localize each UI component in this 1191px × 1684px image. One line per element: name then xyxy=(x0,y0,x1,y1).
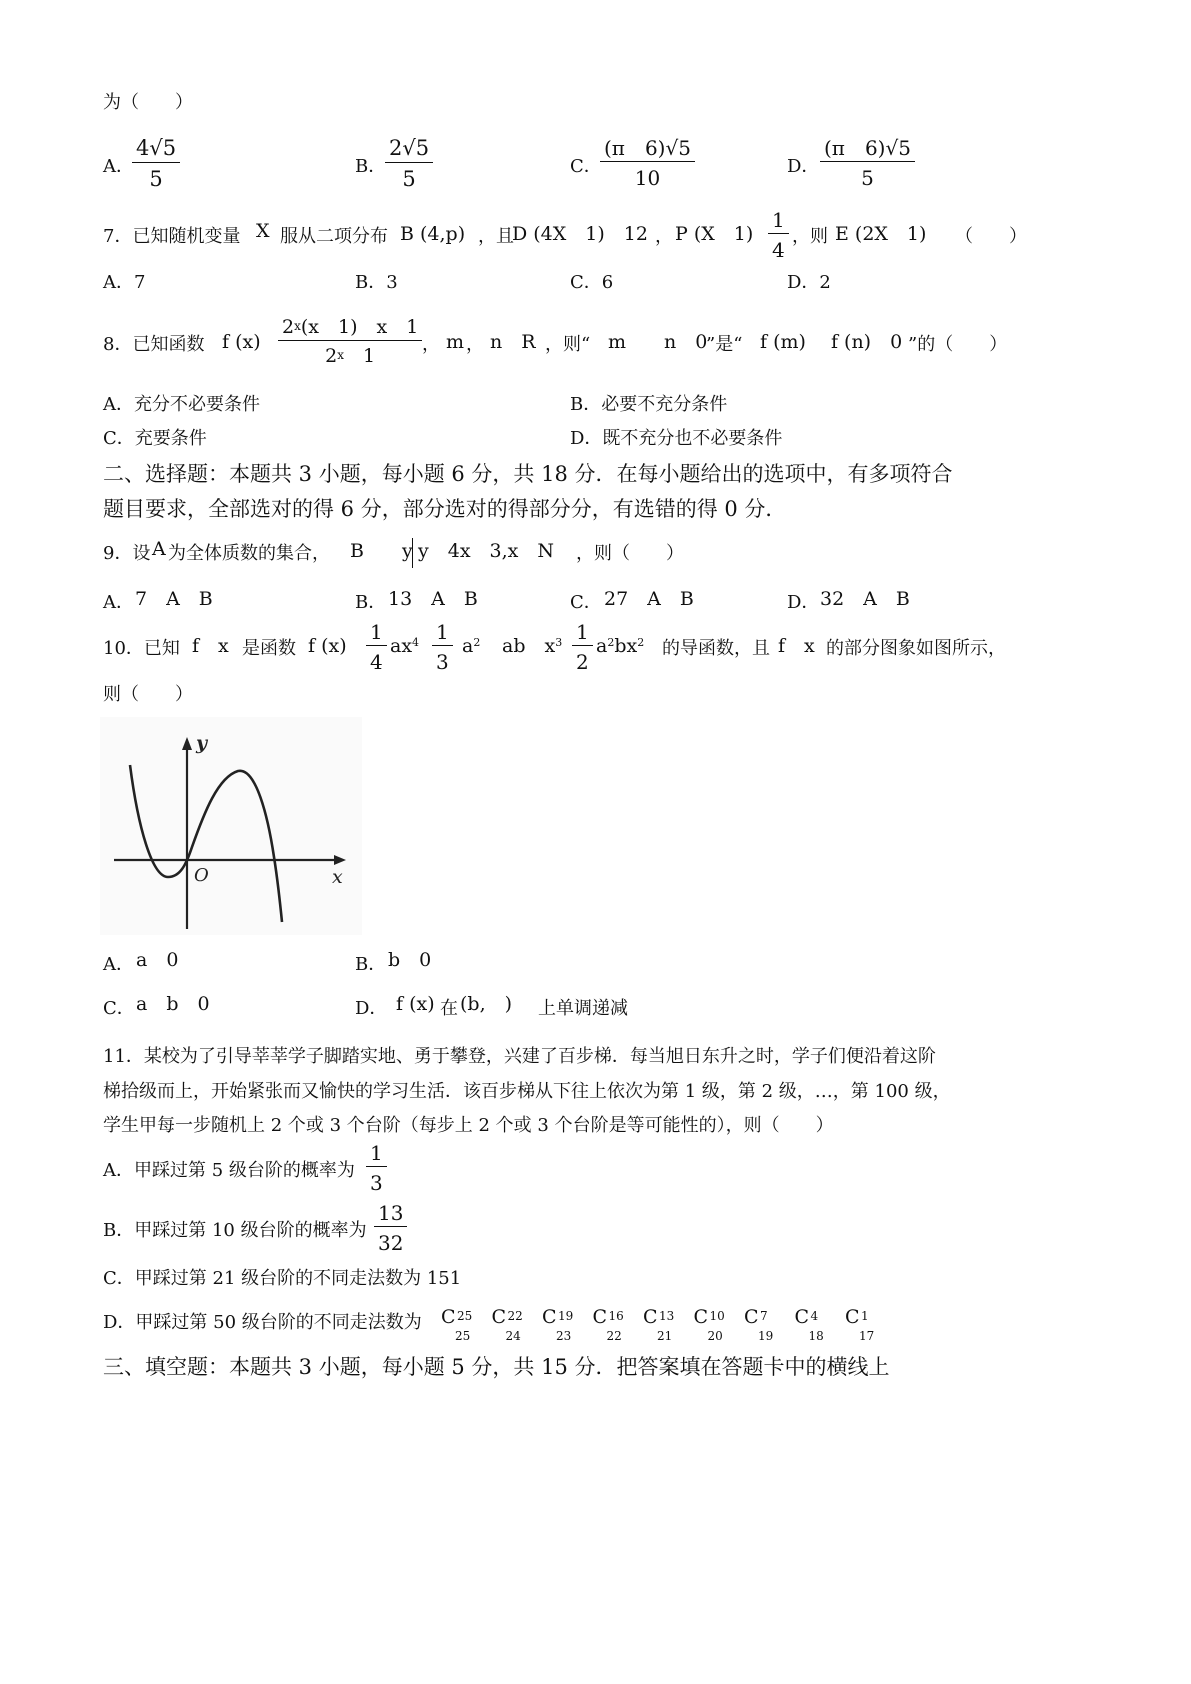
q10-term-2: $a^2$ xyxy=(462,635,481,657)
q9-option-b-label: B． xyxy=(355,592,387,613)
q10-option-c: a b 0 xyxy=(136,993,210,1015)
q8-function-fraction xyxy=(278,318,422,366)
q10-option-a: a 0 xyxy=(136,949,179,971)
combination-term: C xyxy=(542,1306,557,1328)
q7-stem-2: 服从二项分布 xyxy=(280,226,388,247)
q11-stem-line-3: 学生甲每一步随机上 2 个或 3 个台阶（每步上 2 个或 3 个台阶是等可能性的），则（ ） xyxy=(103,1115,834,1136)
q10-stem-3: 的导函数，且 xyxy=(662,638,770,659)
q9-option-d: 32 A B xyxy=(820,588,910,610)
section2-heading-line1: 二、选择题：本题共 3 小题，每小题 6 分，共 18 分．在每小题给出的选项中，有多项符合 xyxy=(103,462,953,486)
fraction-numerator: 4√5 xyxy=(136,136,177,160)
combination-term: C xyxy=(592,1306,608,1328)
fraction-denominator: 4 xyxy=(370,650,383,674)
q10-fraction-1 xyxy=(366,622,387,672)
q8-option-a: A．充分不必要条件 xyxy=(103,394,260,415)
q9-option-d-label: D． xyxy=(787,592,820,613)
q8-n-in-r: n R xyxy=(490,331,536,353)
q9-option-b: 13 A B xyxy=(388,588,478,610)
fraction-denominator: 5 xyxy=(861,166,874,190)
q9-var-a: A xyxy=(152,538,166,560)
q10-stem-2: 是函数 xyxy=(242,638,296,659)
section3-heading: 三、填空题：本题共 3 小题，每小题 5 分，共 15 分．把答案填在答题卡中的横线上 xyxy=(103,1355,890,1379)
fraction-numerator: 2√5 xyxy=(389,136,430,160)
q9-option-c: 27 A B xyxy=(604,588,694,610)
q9-stem-1: 9．设 xyxy=(103,543,151,564)
combination-superscript: 1 xyxy=(861,1309,869,1323)
q10-term-3: ab $x^3$ xyxy=(502,635,563,657)
q7-answer-paren: （ ） xyxy=(955,226,1027,247)
q8-option-b: B．必要不充分条件 xyxy=(570,394,728,415)
q6-option-a-fraction xyxy=(132,138,180,190)
combination-term: C xyxy=(794,1306,810,1328)
q10-option-c-label: C． xyxy=(103,998,135,1019)
fraction-numerator: 1 xyxy=(370,620,383,644)
q8-fx: f (x) xyxy=(222,331,261,353)
fraction-numerator: 1 xyxy=(436,620,449,644)
q10-fx: f (x) xyxy=(308,635,347,657)
q10-option-a-label: A． xyxy=(103,954,134,975)
combination-term: C xyxy=(643,1306,658,1328)
q6-option-c-fraction xyxy=(600,138,695,188)
q10-term-4: $a^2bx^2$ xyxy=(596,635,645,657)
fraction-denominator: 2x 1 xyxy=(325,345,376,367)
fraction-numerator: 1 xyxy=(576,620,589,644)
q7-option-a: A．7 xyxy=(103,272,146,293)
q8-option-d: D．既不充分也不必要条件 xyxy=(570,428,783,449)
combination-superscript: 16 xyxy=(608,1309,624,1323)
fraction-denominator: 5 xyxy=(149,167,163,191)
q10-option-d-text-1: 在 xyxy=(440,998,458,1019)
combination-term: C xyxy=(441,1306,456,1328)
y-axis-label: y xyxy=(196,732,208,754)
q8-var-m: m xyxy=(446,331,465,353)
combination-subscript: 25 xyxy=(455,1329,471,1343)
combination-superscript: 13 xyxy=(659,1309,675,1323)
q11-stem-line-1: 11．某校为了引导莘莘学子脚踏实地、勇于攀登，兴建了百步梯．每当旭日东升之时，学子们便沿着这阶 xyxy=(103,1046,936,1067)
q7-binomial: B (4,p) xyxy=(400,223,466,245)
combination-subscript: 18 xyxy=(808,1329,824,1343)
combination-subscript: 24 xyxy=(505,1329,521,1343)
fraction-denominator: 2 xyxy=(576,650,589,674)
combination-term: C xyxy=(845,1306,860,1328)
fraction-numerator: 2x(x 1) x 1 xyxy=(282,316,419,338)
q11-option-a: A．甲踩过第 5 级台阶的概率为 xyxy=(103,1160,355,1181)
fraction-denominator: 3 xyxy=(436,650,449,674)
q7-option-d: D．2 xyxy=(787,272,831,293)
q6-tail: 为（ ） xyxy=(103,92,193,113)
q10-stem-4: 的部分图象如图所示， xyxy=(826,638,1006,659)
combination-term: C xyxy=(693,1306,709,1328)
fraction-denominator: 3 xyxy=(370,1171,383,1195)
q6-option-c-label: C． xyxy=(570,156,602,177)
q10-term-1: $ax^4$ xyxy=(390,635,420,657)
q8-stem-3: ”是“ xyxy=(706,334,743,355)
q8-option-c: C．充要条件 xyxy=(103,428,207,449)
q9-option-c-label: C． xyxy=(570,592,602,613)
q6-option-d-fraction xyxy=(820,138,915,188)
combination-term: C xyxy=(491,1306,507,1328)
q9-option-a-label: A． xyxy=(103,592,134,613)
q10-derivative-graph xyxy=(100,717,362,935)
combination-term: C xyxy=(744,1306,759,1328)
combination-subscript: 21 xyxy=(657,1329,673,1343)
q9-set-b: B y xyxy=(350,540,413,562)
q10-option-d-fx: f (x) xyxy=(396,993,435,1015)
q7-var-x: X xyxy=(256,220,270,242)
q7-variance: D (4X 1) 12 xyxy=(512,223,648,245)
fraction-numerator: (π 6)√5 xyxy=(604,136,691,160)
q7-comma: ， xyxy=(655,226,673,247)
q7-probability: P (X 1) xyxy=(675,223,754,245)
q9-set-divider xyxy=(412,538,413,568)
q7-option-b: B．3 xyxy=(355,272,398,293)
q10-fraction-2 xyxy=(432,622,453,672)
q8-comma-2: ， xyxy=(466,334,484,355)
fraction-denominator: 32 xyxy=(378,1231,404,1255)
q8-stem-1: 8．已知函数 xyxy=(103,334,205,355)
q9-set-condition: y 4x 3,x N xyxy=(418,540,555,562)
combination-subscript: 23 xyxy=(556,1329,572,1343)
combination-subscript: 17 xyxy=(859,1329,875,1343)
q8-comma-1: ， xyxy=(422,334,440,355)
q7-option-c: C．6 xyxy=(570,272,614,293)
fraction-numerator: (π 6)√5 xyxy=(824,136,911,160)
combination-subscript: 19 xyxy=(758,1329,774,1343)
combination-superscript: 4 xyxy=(810,1309,819,1323)
q7-expectation: E (2X 1) xyxy=(835,223,927,245)
combination-superscript: 22 xyxy=(507,1309,523,1323)
q10-option-d-text-2: 上单调递减 xyxy=(538,998,628,1019)
q8-condition-1: m n 0 xyxy=(608,331,708,353)
q11-option-c: C．甲踩过第 21 级台阶的不同走法数为 151 xyxy=(103,1268,462,1289)
q10-option-b: b 0 xyxy=(388,949,432,971)
q10-option-b-label: B． xyxy=(355,954,387,975)
q10-option-d-interval: (b, ) xyxy=(460,993,513,1015)
q11-option-b: B．甲踩过第 10 级台阶的概率为 xyxy=(103,1220,367,1241)
q11-option-d: D．甲踩过第 50 级台阶的不同走法数为 xyxy=(103,1312,422,1333)
x-axis-label: x xyxy=(332,866,343,888)
combination-superscript: 19 xyxy=(558,1309,574,1323)
fraction-numerator: 1 xyxy=(370,1141,383,1165)
q8-stem-4: ”的（ ） xyxy=(908,334,1008,355)
q11-option-b-fraction xyxy=(374,1203,407,1253)
q10-fraction-3 xyxy=(572,622,593,672)
origin-label: O xyxy=(194,865,209,886)
q6-option-d-label: D． xyxy=(787,156,820,177)
combination-superscript: 25 xyxy=(457,1309,473,1323)
fraction-denominator: 4 xyxy=(772,238,785,262)
combination-subscript: 22 xyxy=(606,1329,622,1343)
q6-option-a-label: A． xyxy=(103,156,134,177)
q10-stem-1: 10．已知 xyxy=(103,638,180,659)
fraction-numerator: 1 xyxy=(772,208,785,232)
q11-stem-line-2: 梯拾级而上，开始紧张而又愉快的学习生活．该百步梯从下往上依次为第 1 级，第 2 级，…，第 100 级， xyxy=(103,1081,951,1102)
fraction-numerator: 13 xyxy=(378,1201,404,1225)
q7-stem-1: 7．已知随机变量 xyxy=(103,226,241,247)
combination-subscript: 20 xyxy=(707,1329,723,1343)
q10-stem-5: 则（ ） xyxy=(103,684,193,705)
q10-fprime-x: f x xyxy=(192,635,229,657)
q6-option-b-label: B． xyxy=(355,156,387,177)
q7-stem-3: ，且 xyxy=(478,226,514,247)
combination-superscript: 10 xyxy=(709,1309,725,1323)
section2-heading-line2: 题目要求，全部选对的得 6 分，部分选对的得部分分，有选错的得 0 分． xyxy=(103,497,787,521)
q8-condition-2: f (m) f (n) 0 xyxy=(760,331,903,353)
q10-fprime-x-2: f x xyxy=(778,635,815,657)
q6-option-b-fraction xyxy=(385,138,433,190)
q9-option-a: 7 A B xyxy=(135,588,213,610)
combination-superscript: 7 xyxy=(760,1309,768,1323)
fraction-denominator: 10 xyxy=(634,166,661,190)
q9-stem-3: ，则（ ） xyxy=(576,543,684,564)
q9-stem-2: 为全体质数的集合， xyxy=(168,543,330,564)
q7-fraction xyxy=(768,210,789,260)
q7-stem-4: ，则 xyxy=(792,226,828,247)
q10-option-d-label: D． xyxy=(355,998,388,1019)
fraction-denominator: 5 xyxy=(402,167,416,191)
q11-option-a-fraction xyxy=(366,1143,387,1193)
q8-stem-2: ，则“ xyxy=(545,334,591,355)
